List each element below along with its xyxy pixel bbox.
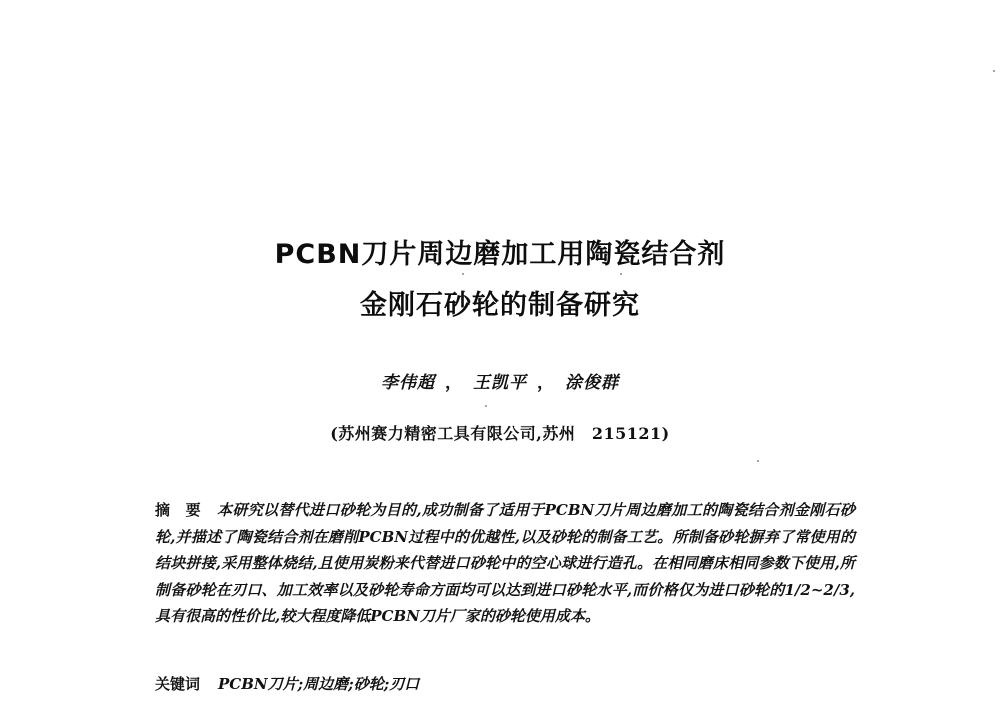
scan-speck [620,273,622,275]
keywords-label: 关键词 [155,675,201,693]
abstract-text: 本研究以替代进口砂轮为目的,成功制备了适用于PCBN刀片周边磨加工的陶瓷结合剂金刚石砂轮,并描述了陶瓷结合剂在磨削PCBN过程中的优越性,以及砂轮的制备工艺。所制备砂轮摒弃了常使用的结块拼接,采用整体烧结,且使用炭粉来代替进口砂轮中的空心球进行造孔。在相同磨床相同参数下使用,所制备砂轮在刃口、加工效率以及砂轮寿命方面均可以达到进口砂轮水平,而价格仅为进口砂轮的1/2~2/3,具有很高的性价比,较大程度降低PCBN刀片厂家的砂轮使用成本。 [155,501,855,625]
scan-speck [993,70,995,72]
scan-speck [485,405,487,407]
paper-title-line-1: PCBN刀片周边磨加工用陶瓷结合剂 [274,239,726,270]
author-separator: ， [445,373,463,393]
scan-speck [757,460,759,462]
author-name: 李伟超 [381,373,435,393]
abstract [155,497,855,630]
author-name: 涂俊群 [565,373,619,393]
keywords [155,673,855,694]
author-list [0,368,1000,393]
author-name: 王凯平 [473,373,527,393]
paper-title-line-2: 金刚石砂轮的制备研究 [360,290,640,321]
keywords-text: PCBN刀片;周边磨;砂轮;刃口 [218,675,420,693]
scan-speck [462,273,464,275]
abstract-label: 摘 要 [155,501,202,519]
author-separator: ， [537,373,555,393]
affiliation: (苏州赛力精密工具有限公司,苏州 215121) [330,424,670,443]
